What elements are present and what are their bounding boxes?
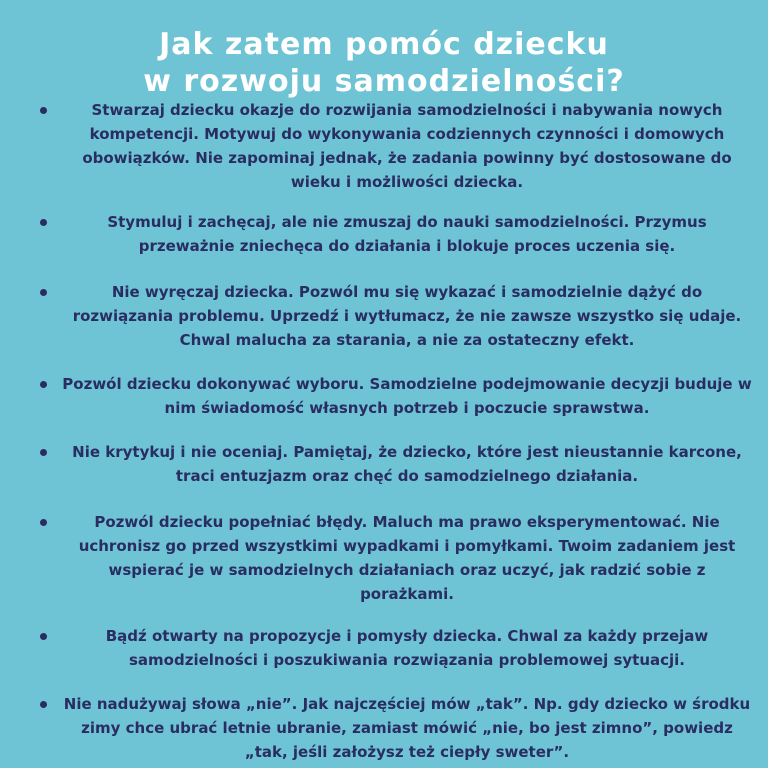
tip-item	[40, 510, 755, 606]
bullet-dot-icon	[40, 633, 47, 640]
tip-text: Bądź otwarty na propozycje i pomysły dziecka. Chwal za każdy przejaw samodzielności i poszukiwania rozwiązania problemowej sytuacji.	[105, 627, 709, 669]
page-title	[0, 26, 768, 100]
title-line-1: Jak zatem pomóc dziecku	[159, 27, 609, 63]
tip-text: Nie wyręczaj dziecka. Pozwól mu się wykazać i samodzielnie dążyć do rozwiązania problemu. Uprzedź i wytłumacz, że nie zawsze wszystko się udaje. Chwal malucha za starania, a nie za ostateczny efekt.	[72, 283, 742, 349]
bullet-dot-icon	[40, 289, 47, 296]
tip-text: Pozwól dziecku popełniać błędy. Maluch ma prawo eksperymentować. Nie uchronisz go przed wszystkimi wypadkami i pomyłkami. Twoim zadaniem jest wspierać je w samodzielnych działaniach oraz uczyć, jak radzić sobie z porażkami.	[78, 513, 736, 603]
tip-text: Stymuluj i zachęcaj, ale nie zmuszaj do nauki samodzielności. Przymus przeważnie zniechęca do działania i blokuje proces uczenia się.	[107, 213, 707, 255]
tip-text: Nie nadużywaj słowa „nie”. Jak najczęściej mów „tak”. Np. gdy dziecko w środku zimy chce ubrać letnie ubranie, zamiast mówić „nie, bo jest zimno”, powiedz „tak, jeśli założysz też ciepły sweter”.	[63, 695, 751, 761]
tip-item	[40, 210, 755, 258]
tip-item	[40, 440, 755, 488]
bullet-dot-icon	[40, 381, 47, 388]
bullet-dot-icon	[40, 219, 47, 226]
bullet-dot-icon	[40, 107, 47, 114]
tip-item	[40, 98, 755, 194]
bullet-dot-icon	[40, 449, 47, 456]
tip-text: Stwarzaj dziecku okazje do rozwijania samodzielności i nabywania nowych kompetencji. Motywuj do wykonywania codziennych czynności i domowych obowiązków. Nie zapominaj jednak, że zadania powinny być dostosowane do wieku i możliwości dziecka.	[82, 101, 732, 191]
bullet-dot-icon	[40, 519, 47, 526]
title-line-2: w rozwoju samodzielności?	[143, 64, 625, 100]
tip-item	[40, 692, 755, 764]
tip-item	[40, 280, 755, 352]
tip-text: Pozwól dziecku dokonywać wyboru. Samodzielne podejmowanie decyzji buduje w nim świadomość własnych potrzeb i poczucie sprawstwa.	[62, 375, 752, 417]
tip-text: Nie krytykuj i nie oceniaj. Pamiętaj, że dziecko, które jest nieustannie karcone, traci entuzjazm oraz chęć do samodzielnego działania.	[72, 443, 742, 485]
tip-item	[40, 624, 755, 672]
bullet-dot-icon	[40, 701, 47, 708]
tip-item	[40, 372, 755, 420]
